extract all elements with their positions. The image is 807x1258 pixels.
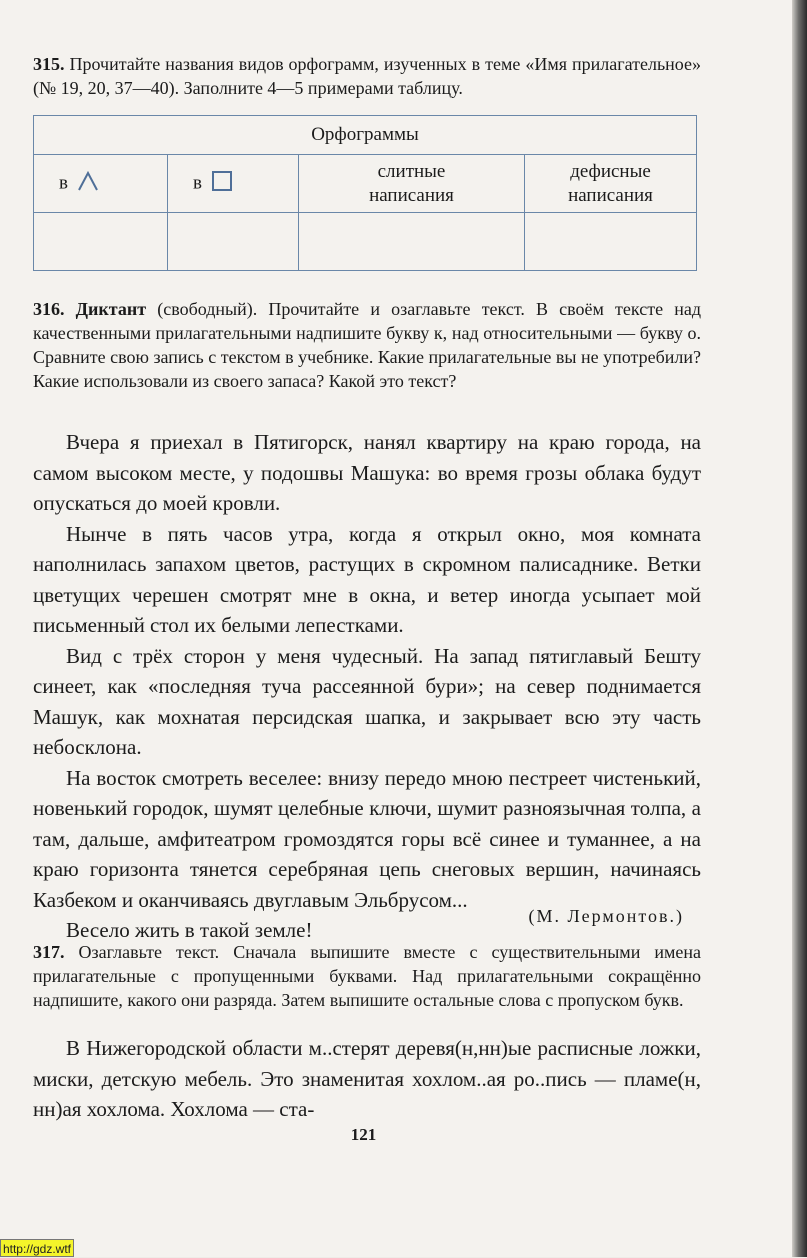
table-header: Орфограммы: [34, 116, 697, 155]
col-header-1-letter: в: [59, 171, 68, 193]
paragraph: В Нижегородской области м..стерят деревя(н,нн)ые расписные ложки, миски, детскую мебель. Это знаменитая хохлом..ая ро..пись — пламе(н, нн)ая хохлома. Хохлома — ста-: [33, 1036, 701, 1121]
exercise-text: Прочитайте названия видов орфограмм, изученных в теме «Имя прилагательное» (№ 19, 20, 37—40). Заполните 4—5 примерами таблицу.: [33, 54, 702, 98]
watermark-link[interactable]: http://gdz.wtf: [0, 1239, 74, 1257]
col-header-2-letter: в: [193, 171, 202, 193]
exercise-317-text: [33, 1033, 701, 1125]
caret-up-icon: [77, 170, 99, 198]
exercise-title: Диктант: [75, 299, 147, 319]
paragraph: Вчера я приехал в Пятигорск, нанял квартиру на краю города, на самом высоком месте, у подошвы Машука: во время грозы облака будут опускаться до моей кровли.: [33, 430, 701, 515]
table-cell-empty: [299, 213, 525, 271]
exercise-text: Озаглавьте текст. Сначала выпишите вместе с существительными имена прилагательные с пропущенными буквами. Над прилагательными сокращённо надпишите, какого они разряда. Затем выпишите остальные слова с пропуском букв.: [33, 942, 701, 1010]
exercise-315: [33, 52, 701, 100]
paragraph: Нынче в пять часов утра, когда я открыл окно, моя комната наполнилась запахом цветов, растущих в скромном палисаднике. Ветки цветущих черешен смотрят мне в окна, и ветер иногда усыпает мой письменный стол их белыми лепестками.: [33, 521, 701, 637]
col-header-4-line2: написания: [568, 184, 653, 206]
exercise-number: 315.: [33, 54, 65, 74]
orthogram-table: [33, 115, 697, 271]
paragraph: Вид с трёх сторон у меня чудесный. На запад пятиглавый Бешту синеет, как «последняя туча рассеянной бури»; на север поднимается Машук, как мохнатая персидская шапка, и закрывает всю эту часть небосклона.: [33, 643, 701, 759]
paragraph: Весело жить в такой земле!: [66, 918, 313, 942]
col-header-4: [525, 155, 697, 213]
square-icon: [211, 170, 233, 198]
col-header-2: [168, 155, 299, 213]
col-header-3-line1: слитные: [377, 160, 446, 182]
col-header-1: [34, 155, 168, 213]
author-attribution: (М. Лермонтов.): [528, 906, 684, 926]
table-cell-empty: [525, 213, 697, 271]
table-cell-empty: [168, 213, 299, 271]
exercise-316: [33, 297, 701, 393]
page-number: 121: [350, 1125, 377, 1144]
col-header-4-line1: дефисные: [570, 160, 651, 182]
exercise-317: [33, 940, 701, 1012]
exercise-number: 317.: [33, 942, 65, 962]
book-binding-edge: [792, 0, 807, 1257]
exercise-number: 316.: [33, 299, 65, 319]
dictation-text: [33, 427, 701, 946]
table-cell-empty: [34, 213, 168, 271]
col-header-3: [299, 155, 525, 213]
col-header-3-line2: написания: [369, 184, 454, 206]
exercise-text: (свободный). Прочитайте и озаглавьте текст. В своём тексте над качественными прилагательными надпишите букву к, над относительными — букву о. Сравните свою запись с текстом в учебнике. Какие прилагательные вы не употребили? Какие использовали из своего запаса? Какой это текст?: [33, 299, 701, 391]
paragraph: На восток смотреть веселее: внизу передо мною пестреет чистенький, новенький городок, шумят целебные ключи, шумит разноязычная толпа, а там, дальше, амфитеатром громоздятся горы всё синее и туманнее, а на краю горизонта тянется серебряная цепь снеговых вершин, начинаясь Казбеком и оканчиваясь двуглавым Эльбрусом...: [33, 765, 701, 912]
